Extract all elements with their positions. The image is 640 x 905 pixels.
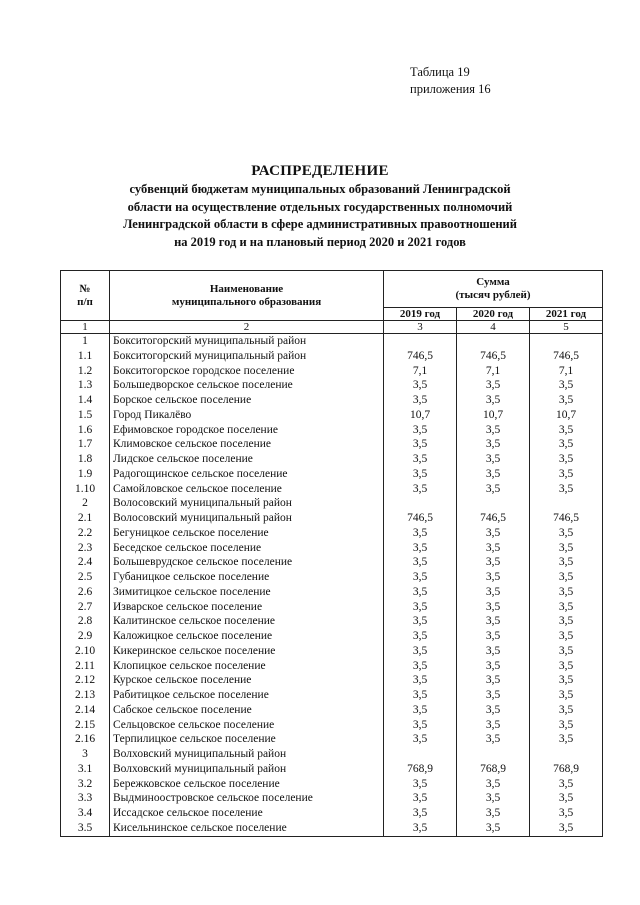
value-2019: 3,5 (384, 806, 457, 821)
table-row (61, 703, 603, 718)
value-2019: 3,5 (384, 423, 457, 438)
value-2019: 3,5 (384, 777, 457, 792)
value-2021: 3,5 (530, 718, 603, 733)
document-title (100, 163, 540, 250)
value-2020: 3,5 (457, 777, 530, 792)
value-2021 (530, 334, 603, 349)
table-row (61, 467, 603, 482)
row-name: Город Пикалёво (110, 408, 384, 423)
value-2019: 3,5 (384, 600, 457, 615)
header-number: № п/п (61, 271, 110, 321)
row-name: Климовское сельское поселение (110, 437, 384, 452)
value-2020: 746,5 (457, 511, 530, 526)
value-2019: 3,5 (384, 614, 457, 629)
row-number: 3.3 (61, 791, 110, 806)
row-number: 1.9 (61, 467, 110, 482)
table-row (61, 688, 603, 703)
table-row (61, 659, 603, 674)
value-2021: 746,5 (530, 349, 603, 364)
value-2021: 3,5 (530, 393, 603, 408)
title-line-4: на 2019 год и на плановый период 2020 и 2021 годов (174, 234, 466, 249)
row-number: 3.5 (61, 821, 110, 836)
value-2019: 3,5 (384, 393, 457, 408)
value-2021: 3,5 (530, 821, 603, 836)
table-row (61, 629, 603, 644)
row-name: Сабское сельское поселение (110, 703, 384, 718)
row-number: 2.2 (61, 526, 110, 541)
value-2021: 3,5 (530, 659, 603, 674)
table-row (61, 806, 603, 821)
row-name: Клопицкое сельское поселение (110, 659, 384, 674)
row-name: Курское сельское поселение (110, 673, 384, 688)
row-number: 2.14 (61, 703, 110, 718)
row-number: 1.2 (61, 364, 110, 379)
value-2020: 3,5 (457, 659, 530, 674)
table-row (61, 526, 603, 541)
appendix-number: приложения 16 (410, 82, 491, 96)
value-2019: 3,5 (384, 437, 457, 452)
title-line-3: Ленинградской области в сфере административных правоотношений (123, 217, 517, 231)
column-number: 2 (110, 321, 384, 334)
value-2021: 3,5 (530, 570, 603, 585)
row-name: Бокситогорский муниципальный район (110, 334, 384, 349)
value-2020: 3,5 (457, 614, 530, 629)
header-year-2020: 2020 год (457, 308, 530, 321)
value-2021: 3,5 (530, 423, 603, 438)
value-2019: 3,5 (384, 718, 457, 733)
row-number: 3.2 (61, 777, 110, 792)
value-2020: 3,5 (457, 673, 530, 688)
title-main: РАСПРЕДЕЛЕНИЕ (251, 163, 389, 179)
value-2020: 3,5 (457, 570, 530, 585)
table-row (61, 570, 603, 585)
value-2020: 3,5 (457, 585, 530, 600)
row-number: 2.12 (61, 673, 110, 688)
column-number: 5 (530, 321, 603, 334)
value-2021: 3,5 (530, 600, 603, 615)
header-year-2019: 2019 год (384, 308, 457, 321)
column-number: 1 (61, 321, 110, 334)
value-2020: 3,5 (457, 644, 530, 659)
value-2020: 3,5 (457, 482, 530, 497)
row-number: 1.7 (61, 437, 110, 452)
row-number: 2.7 (61, 600, 110, 615)
row-name: Бережковское сельское поселение (110, 777, 384, 792)
row-name: Кисельнинское сельское поселение (110, 821, 384, 836)
table-row (61, 423, 603, 438)
row-name: Большедворское сельское поселение (110, 378, 384, 393)
row-number: 2.6 (61, 585, 110, 600)
row-number: 2.10 (61, 644, 110, 659)
value-2020: 3,5 (457, 821, 530, 836)
row-number: 3.4 (61, 806, 110, 821)
row-number: 1.10 (61, 482, 110, 497)
row-name: Волховский муниципальный район (110, 747, 384, 762)
value-2020: 3,5 (457, 688, 530, 703)
table-row (61, 334, 603, 349)
value-2020: 10,7 (457, 408, 530, 423)
value-2020: 3,5 (457, 732, 530, 747)
column-numbers-row (61, 321, 603, 334)
table-row (61, 511, 603, 526)
row-number: 3.1 (61, 762, 110, 777)
value-2020: 3,5 (457, 467, 530, 482)
row-name: Волосовский муниципальный район (110, 496, 384, 511)
value-2021: 3,5 (530, 555, 603, 570)
row-number: 1.3 (61, 378, 110, 393)
row-name: Калитинское сельское поселение (110, 614, 384, 629)
table-row (61, 673, 603, 688)
row-number: 3 (61, 747, 110, 762)
table-row (61, 600, 603, 615)
value-2019: 3,5 (384, 467, 457, 482)
value-2019: 3,5 (384, 791, 457, 806)
value-2019 (384, 334, 457, 349)
value-2019: 3,5 (384, 629, 457, 644)
value-2019: 746,5 (384, 511, 457, 526)
value-2021: 3,5 (530, 673, 603, 688)
row-name: Губаницкое сельское поселение (110, 570, 384, 585)
value-2019: 7,1 (384, 364, 457, 379)
value-2021: 3,5 (530, 614, 603, 629)
row-name: Бегуницкое сельское поселение (110, 526, 384, 541)
value-2020: 3,5 (457, 600, 530, 615)
value-2021: 7,1 (530, 364, 603, 379)
row-number: 2.5 (61, 570, 110, 585)
table-row (61, 747, 603, 762)
value-2020: 3,5 (457, 423, 530, 438)
row-name: Волховский муниципальный район (110, 762, 384, 777)
value-2021: 3,5 (530, 437, 603, 452)
row-number: 2.1 (61, 511, 110, 526)
value-2019 (384, 747, 457, 762)
value-2021: 3,5 (530, 378, 603, 393)
row-number: 1.5 (61, 408, 110, 423)
table-row (61, 614, 603, 629)
value-2020: 3,5 (457, 393, 530, 408)
row-name: Рабитицкое сельское поселение (110, 688, 384, 703)
value-2020 (457, 747, 530, 762)
row-name: Большеврудское сельское поселение (110, 555, 384, 570)
value-2021: 3,5 (530, 467, 603, 482)
row-name: Каложицкое сельское поселение (110, 629, 384, 644)
table-row (61, 555, 603, 570)
value-2020: 746,5 (457, 349, 530, 364)
value-2021: 3,5 (530, 732, 603, 747)
row-name: Беседское сельское поселение (110, 541, 384, 556)
value-2021: 3,5 (530, 629, 603, 644)
table-row (61, 644, 603, 659)
value-2021: 3,5 (530, 585, 603, 600)
row-name: Лидское сельское поселение (110, 452, 384, 467)
distribution-table (60, 270, 603, 837)
value-2021: 3,5 (530, 452, 603, 467)
table-row (61, 821, 603, 836)
value-2020: 768,9 (457, 762, 530, 777)
row-name: Иссадское сельское поселение (110, 806, 384, 821)
row-name: Зимитицкое сельское поселение (110, 585, 384, 600)
value-2020: 3,5 (457, 452, 530, 467)
table-row (61, 437, 603, 452)
table-row (61, 349, 603, 364)
row-number: 2.9 (61, 629, 110, 644)
value-2019: 3,5 (384, 703, 457, 718)
row-number: 2.11 (61, 659, 110, 674)
value-2021: 10,7 (530, 408, 603, 423)
value-2019: 768,9 (384, 762, 457, 777)
table-row (61, 762, 603, 777)
value-2020: 3,5 (457, 437, 530, 452)
value-2019: 3,5 (384, 585, 457, 600)
value-2019: 3,5 (384, 541, 457, 556)
value-2019: 3,5 (384, 732, 457, 747)
value-2019: 3,5 (384, 688, 457, 703)
header-sum: Сумма (тысяч рублей) (384, 271, 603, 308)
value-2019 (384, 496, 457, 511)
value-2020: 3,5 (457, 555, 530, 570)
value-2021: 3,5 (530, 688, 603, 703)
column-number: 4 (457, 321, 530, 334)
table-reference (410, 64, 491, 98)
table-row (61, 408, 603, 423)
row-number: 2.15 (61, 718, 110, 733)
row-number: 1.4 (61, 393, 110, 408)
value-2020: 3,5 (457, 378, 530, 393)
row-name: Сельцовское сельское поселение (110, 718, 384, 733)
table-row (61, 496, 603, 511)
row-number: 2.4 (61, 555, 110, 570)
table-row (61, 393, 603, 408)
title-line-1: субвенций бюджетам муниципальных образований Ленинградской (129, 182, 511, 196)
table-row (61, 585, 603, 600)
row-name: Выдминоостровское сельское поселение (110, 791, 384, 806)
value-2021: 3,5 (530, 791, 603, 806)
value-2019: 746,5 (384, 349, 457, 364)
value-2020: 3,5 (457, 791, 530, 806)
row-name: Волосовский муниципальный район (110, 511, 384, 526)
row-number: 1.8 (61, 452, 110, 467)
value-2020: 3,5 (457, 526, 530, 541)
table-row (61, 718, 603, 733)
value-2021: 746,5 (530, 511, 603, 526)
value-2019: 3,5 (384, 673, 457, 688)
row-number: 2.13 (61, 688, 110, 703)
row-number: 1.1 (61, 349, 110, 364)
value-2019: 3,5 (384, 570, 457, 585)
value-2020: 3,5 (457, 629, 530, 644)
value-2021 (530, 747, 603, 762)
value-2021 (530, 496, 603, 511)
value-2019: 3,5 (384, 555, 457, 570)
table-number: Таблица 19 (410, 65, 470, 79)
value-2021: 3,5 (530, 703, 603, 718)
row-name: Радогощинское сельское поселение (110, 467, 384, 482)
row-number: 1.6 (61, 423, 110, 438)
row-name: Терпилицкое сельское поселение (110, 732, 384, 747)
column-number: 3 (384, 321, 457, 334)
row-name: Бокситогорское городское поселение (110, 364, 384, 379)
row-name: Ефимовское городское поселение (110, 423, 384, 438)
table-row (61, 482, 603, 497)
row-number: 1 (61, 334, 110, 349)
value-2021: 3,5 (530, 482, 603, 497)
value-2020 (457, 334, 530, 349)
table-row (61, 541, 603, 556)
table-row (61, 732, 603, 747)
row-number: 2.3 (61, 541, 110, 556)
title-line-2: области на осуществление отдельных государственных полномочий (127, 199, 513, 214)
row-name: Кикеринское сельское поселение (110, 644, 384, 659)
value-2021: 3,5 (530, 806, 603, 821)
table-row (61, 378, 603, 393)
header-name: Наименование муниципального образования (110, 271, 384, 321)
table-row (61, 364, 603, 379)
row-number: 2.8 (61, 614, 110, 629)
value-2020: 3,5 (457, 718, 530, 733)
value-2020 (457, 496, 530, 511)
row-number: 2 (61, 496, 110, 511)
value-2021: 3,5 (530, 541, 603, 556)
value-2020: 3,5 (457, 806, 530, 821)
value-2019: 10,7 (384, 408, 457, 423)
table-body (61, 334, 603, 837)
value-2019: 3,5 (384, 452, 457, 467)
value-2019: 3,5 (384, 659, 457, 674)
value-2019: 3,5 (384, 644, 457, 659)
value-2019: 3,5 (384, 526, 457, 541)
table-row (61, 791, 603, 806)
value-2021: 768,9 (530, 762, 603, 777)
row-name: Бокситогорский муниципальный район (110, 349, 384, 364)
row-name: Самойловское сельское поселение (110, 482, 384, 497)
value-2020: 3,5 (457, 703, 530, 718)
value-2020: 7,1 (457, 364, 530, 379)
value-2021: 3,5 (530, 777, 603, 792)
header-year-2021: 2021 год (530, 308, 603, 321)
row-name: Борское сельское поселение (110, 393, 384, 408)
row-number: 2.16 (61, 732, 110, 747)
value-2020: 3,5 (457, 541, 530, 556)
value-2021: 3,5 (530, 644, 603, 659)
value-2021: 3,5 (530, 526, 603, 541)
value-2019: 3,5 (384, 821, 457, 836)
value-2019: 3,5 (384, 482, 457, 497)
table-row (61, 452, 603, 467)
row-name: Изварское сельское поселение (110, 600, 384, 615)
table-row (61, 777, 603, 792)
value-2019: 3,5 (384, 378, 457, 393)
